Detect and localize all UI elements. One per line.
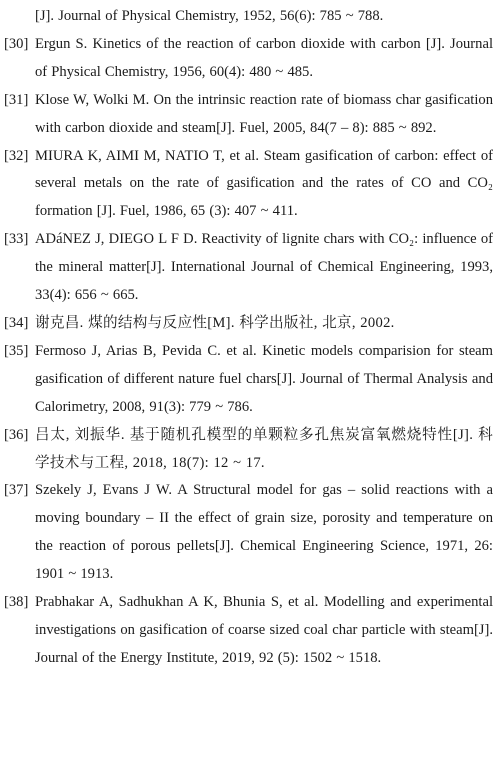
reference-35 bbox=[4, 338, 493, 422]
reference-text: [J]. Journal of Physical Chemistry, 1952, 56(6): 785 ~ 788. bbox=[35, 8, 384, 24]
reference-30 bbox=[4, 31, 493, 87]
reference-text: Ergun S. Kinetics of the reaction of carbon dioxide with carbon [J]. Journal of Physical Chemistry, 1956, 60(4): 480 ~ 485. bbox=[35, 35, 493, 80]
reference-29-continuation bbox=[4, 3, 493, 31]
reference-text: Fermoso J, Arias B, Pevida C. et al. Kinetic models comparision for steam gasification of different nature fuel chars[J]. Journal of Thermal Analysis and Calorimetry, 2008, 91(3): 779 ~ 786. bbox=[35, 342, 493, 415]
reference-text: 吕太, 刘振华. 基于随机孔模型的单颗粒多孔焦炭富氧燃烧特性[J]. 科学技术与工程, 2018, 18(7): 12 ~ 17. bbox=[35, 426, 493, 471]
reference-text: Szekely J, Evans J W. A Structural model for gas – solid reactions with a moving boundary – II the effect of grain size, porosity and temperature on the reaction of porous pellets[J]. Chemical Engineering Science, 1971, 26: 1901 ~ 1913. bbox=[35, 482, 493, 583]
reference-number: [35] bbox=[4, 342, 29, 359]
reference-31 bbox=[4, 87, 493, 143]
reference-34 bbox=[4, 310, 493, 338]
reference-37 bbox=[4, 477, 493, 589]
reference-number: [31] bbox=[4, 91, 29, 108]
reference-text: 谢克昌. 煤的结构与反应性[M]. 科学出版社, 北京, 2002. bbox=[35, 314, 395, 331]
reference-36 bbox=[4, 422, 493, 478]
reference-number: [37] bbox=[4, 482, 29, 499]
reference-text: Prabhakar A, Sadhukhan A K, Bhunia S, et al. Modelling and experimental investigations on gasification of coarse sized coal char particle with steam[J]. Journal of the Energy Institute, 2019, 92 (5): 1502 ~ 1518. bbox=[35, 594, 493, 666]
reference-number: [38] bbox=[4, 594, 29, 611]
reference-32 bbox=[4, 143, 493, 227]
reference-number: [30] bbox=[4, 35, 29, 52]
reference-number: [32] bbox=[4, 147, 29, 164]
reference-number: [36] bbox=[4, 426, 29, 443]
reference-text: MIURA K, AIMI M, NATIO T, et al. Steam gasification of carbon: effect of several metals on the rate of gasification and the rates of CO and CO₂ formation [J]. Fuel, 1986, 65 (3): 407 ~ 411. bbox=[35, 147, 493, 220]
reference-number: [33] bbox=[4, 231, 29, 248]
reference-list bbox=[4, 3, 493, 673]
reference-text: ADáNEZ J, DIEGO L F D. Reactivity of lignite chars with CO₂: influence of the mineral matter[J]. International Journal of Chemical Engineering, 1993, 33(4): 656 ~ 665. bbox=[35, 231, 493, 304]
reference-number: [34] bbox=[4, 314, 29, 331]
reference-text: Klose W, Wolki M. On the intrinsic reaction rate of biomass char gasification with carbon dioxide and steam[J]. Fuel, 2005, 84(7 – 8): 885 ~ 892. bbox=[35, 91, 493, 136]
reference-33 bbox=[4, 226, 493, 310]
reference-38 bbox=[4, 589, 493, 673]
